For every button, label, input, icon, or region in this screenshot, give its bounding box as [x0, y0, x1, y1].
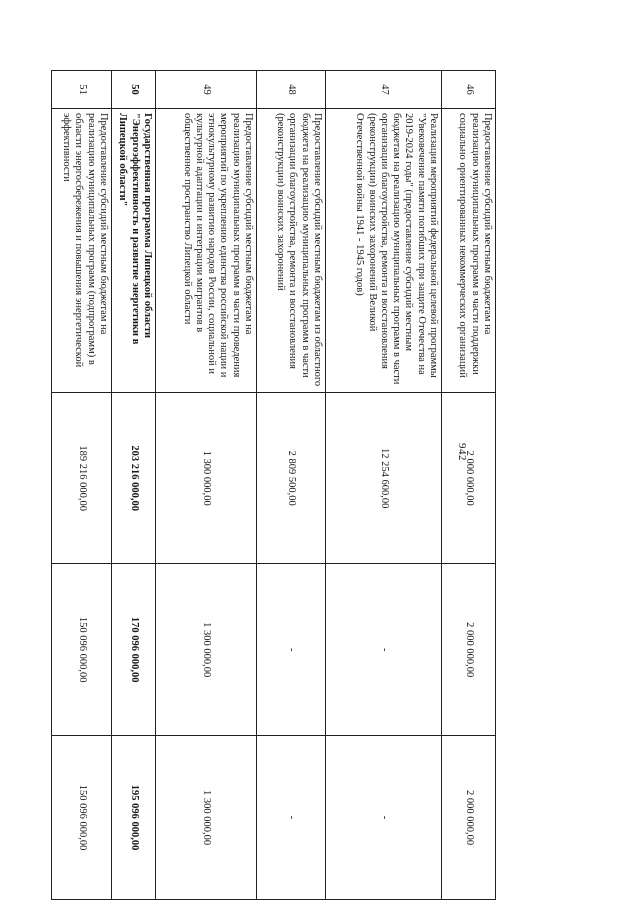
table-row: [442, 71, 496, 900]
table-row: [52, 71, 112, 900]
row-amount-2021: 1 300 000,00: [156, 392, 257, 564]
row-description: Предоставление субсидий местным бюджетам из областного бюджета на реализацию муниципальных программ в части организации благоустройства, ремонта и восстановления (реконструкции) воинских захоронений: [257, 108, 326, 392]
table-row: [257, 71, 326, 900]
row-description: Предоставление субсидий местным бюджетам на реализацию муниципальных программ (подпрограмм) в области энергосбережения и повышения энергетической эффективности: [52, 108, 112, 392]
row-number: 51: [52, 71, 112, 109]
row-amount-2023: 150 096 000,00: [52, 736, 112, 900]
table-row: [112, 71, 156, 900]
row-amount-2023: 1 300 000,00: [156, 736, 257, 900]
row-amount-2022: 170 096 000,00: [112, 564, 156, 736]
row-description: Предоставление субсидий местным бюджетам на реализацию муниципальных программ в части проведения мероприятий по укреплению единства российской нации и этнокультурному развитию народов России, социальной и культурной адаптации и интеграции мигрантов в общественное пространство Липецкой области: [156, 108, 257, 392]
row-amount-2021: 2 000 000,00: [442, 392, 496, 564]
row-number: 47: [326, 71, 442, 109]
row-amount-2022: -: [326, 564, 442, 736]
budget-table-container: [61, 70, 640, 851]
row-description: Предоставление субсидий местным бюджетам на реализацию муниципальных программ в части поддержки социально ориентированных некоммерческих организаций: [442, 108, 496, 392]
row-amount-2023: -: [326, 736, 442, 900]
row-amount-2021: 2 809 500,00: [257, 392, 326, 564]
row-amount-2022: -: [257, 564, 326, 736]
row-number: 49: [156, 71, 257, 109]
table-row: [156, 71, 257, 900]
row-number: 50: [112, 71, 156, 109]
page-number: 942: [456, 443, 468, 461]
row-amount-2021: 12 254 600,00: [326, 392, 442, 564]
row-amount-2023: 2 000 000,00: [442, 736, 496, 900]
row-amount-2023: 195 096 000,00: [112, 736, 156, 900]
budget-table: [51, 70, 496, 900]
row-number: 46: [442, 71, 496, 109]
row-amount-2021: 203 216 000,00: [112, 392, 156, 564]
row-amount-2021: 189 216 000,00: [52, 392, 112, 564]
row-number: 48: [257, 71, 326, 109]
table-row: [326, 71, 442, 900]
row-description: Реализация мероприятий федеральной целевой программы "Увековечение памяти погибших при защите Отечества на 2019-2024 годы" (предоставление субсидий местным бюджетам на реализацию муниципальных программ в части организации благоустройства, ремонта и восстановления (реконструкции) воинских захоронений Великой Отечественной войны 1941 - 1945 годов): [326, 108, 442, 392]
row-amount-2022: 1 300 000,00: [156, 564, 257, 736]
row-amount-2022: 150 096 000,00: [52, 564, 112, 736]
row-amount-2022: 2 000 000,00: [442, 564, 496, 736]
row-description: Государственная программа Липецкой области "Энергоэффективность и развитие энергетики в Липецкой области": [112, 108, 156, 392]
row-amount-2023: -: [257, 736, 326, 900]
